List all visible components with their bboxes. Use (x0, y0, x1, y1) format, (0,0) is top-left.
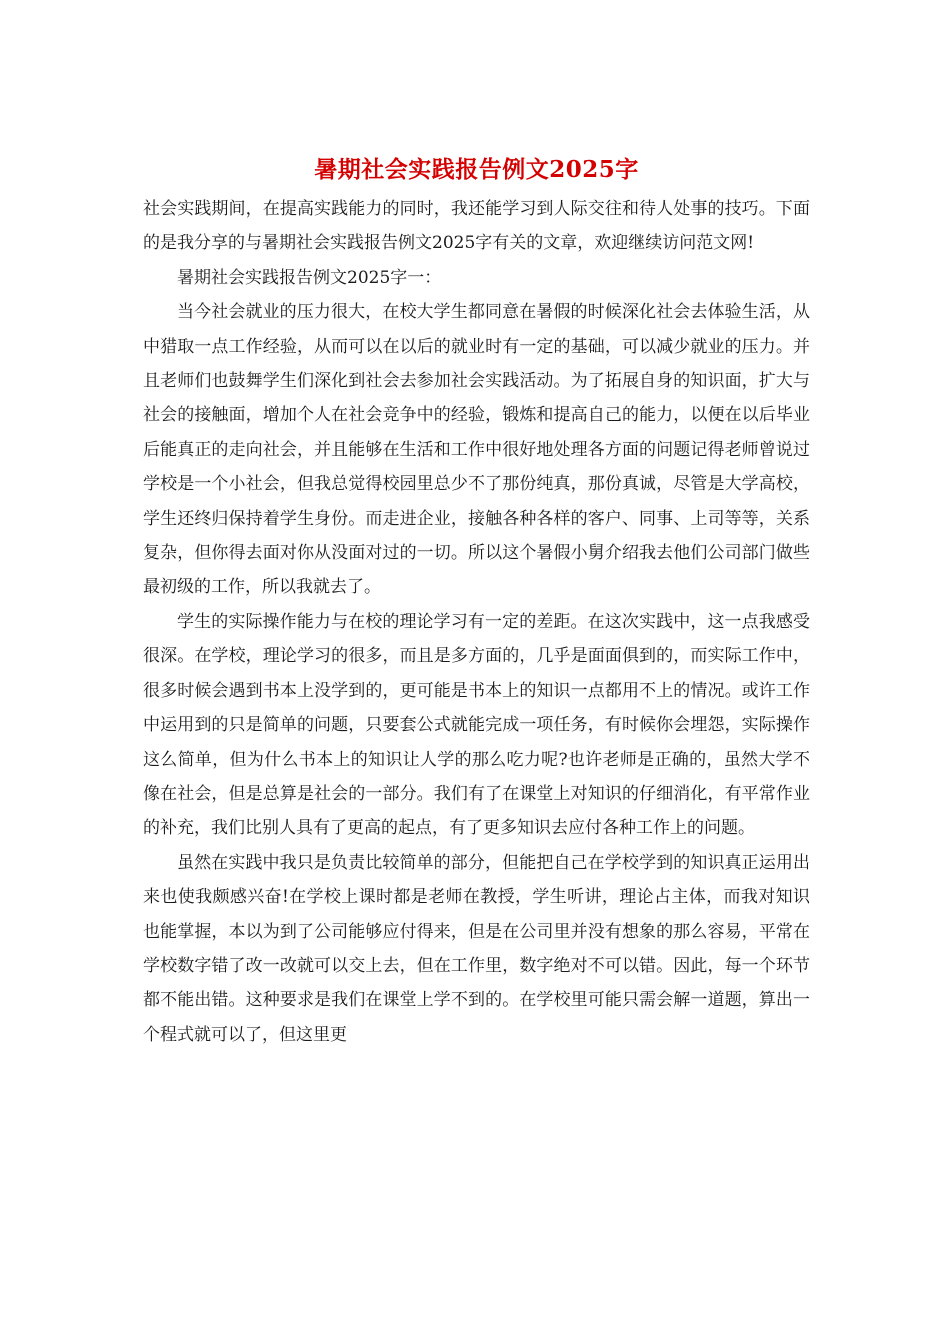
section-heading: 暑期社会实践报告例文2025字一： (177, 267, 442, 288)
body-paragraph: 学生的实际操作能力与在校的理论学习有一定的差距。在这次实践中，这一点我感受很深。在学校，理论学习的很多，而且是多方面的，几乎是面面俱到的，而实际工作中，很多时候会遇到书本上没学到的，更可能是书本上的知识一点都用不上的情况。或许工作中运用到的只是简单的问题，只要套公式就能完成一项任务，有时候你会埋怨，实际操作这么简单，但为什么书本上的知识让人学的那么吃力呢?也许老师是正确的，虽然大学不像在社会，但是总算是社会的一部分。我们有了在课堂上对知识的仔细消化，有平常作业的补充，我们比别人具有了更高的起点，有了更多知识去应付各种工作上的问题。 (143, 611, 810, 839)
intro-paragraph: 社会实践期间，在提高实践能力的同时，我还能学习到人际交往和待人处事的技巧。下面的是我分享的与暑期社会实践报告例文2025字有关的文章，欢迎继续访问范文网! (143, 199, 810, 254)
body-paragraph: 当今社会就业的压力很大，在校大学生都同意在暑假的时候深化社会去体验生活，从中猎取一点工作经验，从而可以在以后的就业时有一定的基础，可以减少就业的压力。并且老师们也鼓舞学生们深化到社会去参加社会实践活动。为了拓展自身的知识面，扩大与社会的接触面，增加个人在社会竞争中的经验，锻炼和提高自己的能力，以便在以后毕业后能真正的走向社会，并且能够在生活和工作中很好地处理各方面的问题记得老师曾说过学校是一个小社会，但我总觉得校园里总少不了那份纯真，那份真诚，尽管是大学高校，学生还终归保持着学生身份。而走进企业，接触各种各样的客户、同事、上司等等，关系复杂，但你得去面对你从没面对过的一切。所以这个暑假小舅介绍我去他们公司部门做些最初级的工作，所以我就去了。 (143, 302, 810, 598)
document-title: 暑期社会实践报告例文2025字 (314, 156, 639, 183)
body-paragraph: 虽然在实践中我只是负责比较简单的部分，但能把自己在学校学到的知识真正运用出来也使我颇感兴奋!在学校上课时都是老师在教授，学生听讲，理论占主体，而我对知识也能掌握，本以为到了公司能够应付得来，但是在公司里并没有想象的那么容易，平常在学校数字错了改一改就可以交上去，但在工作里，数字绝对不可以错。因此，每一个环节都不能出错。这种要求是我们在课堂上学不到的。在学校里可能只需会解一道题，算出一个程式就可以了，但这里更 (143, 852, 810, 1045)
